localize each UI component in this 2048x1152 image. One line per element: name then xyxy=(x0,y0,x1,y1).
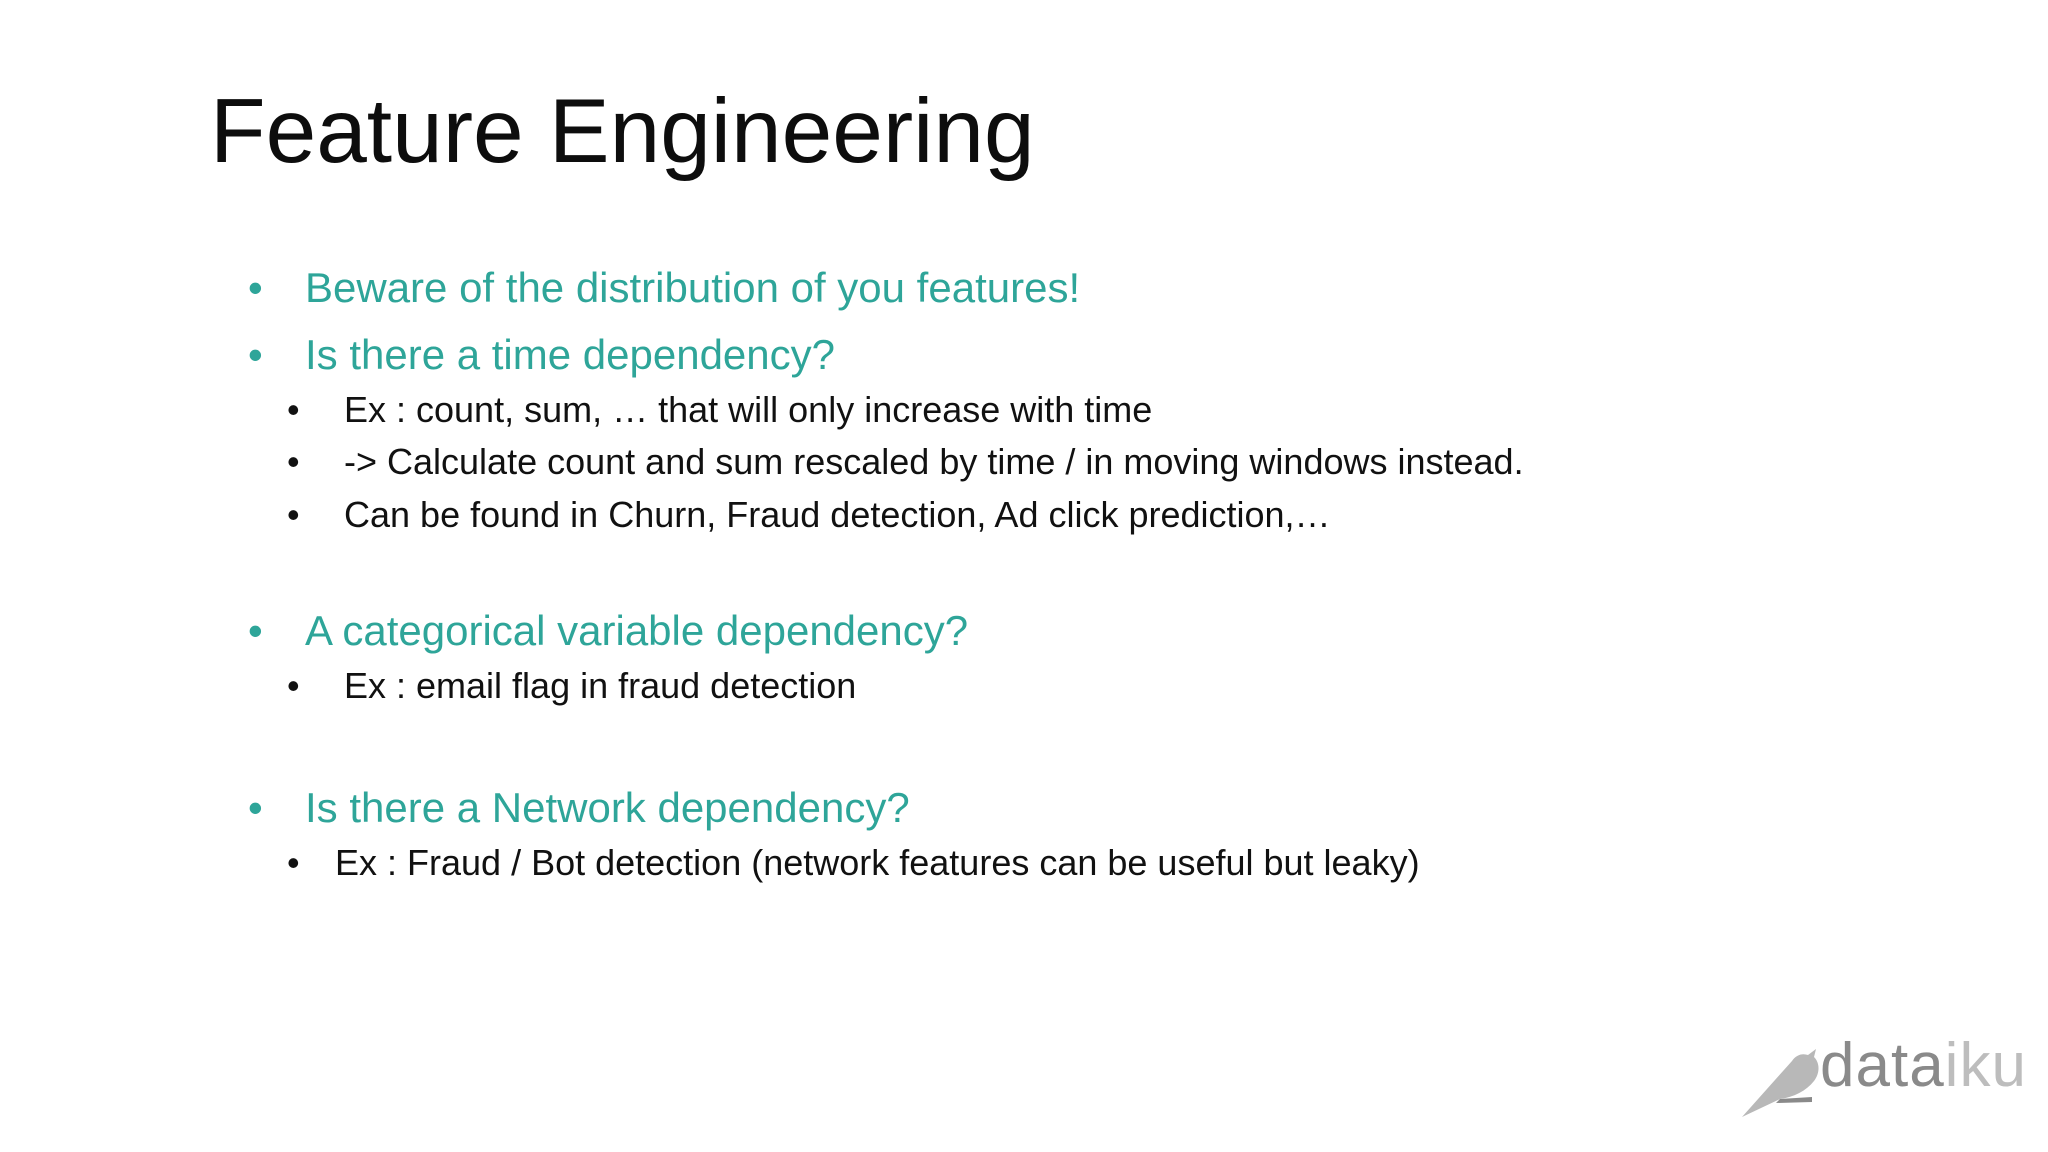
bullet-text: Can be found in Churn, Fraud detection, Ad click prediction,… xyxy=(344,494,1331,535)
bullet-marker: • xyxy=(248,784,263,831)
bullet-text: Ex : count, sum, … that will only increase with time xyxy=(344,389,1153,430)
slide-title: Feature Engineering xyxy=(210,81,1035,182)
bullet-marker: • xyxy=(287,494,300,535)
bullet-marker: • xyxy=(248,264,263,311)
bullet-text: Is there a Network dependency? xyxy=(305,784,910,831)
bullet-marker: • xyxy=(287,389,300,430)
bullet-marker: • xyxy=(287,665,300,706)
logo-text-data: data xyxy=(1820,1031,1945,1100)
bullet-text: A categorical variable dependency? xyxy=(305,607,969,654)
bullet-text: Ex : email flag in fraud detection xyxy=(344,665,857,706)
bullet-marker: • xyxy=(248,607,263,654)
logo-wordmark xyxy=(1820,1031,2027,1100)
bird-icon xyxy=(1740,1035,1830,1120)
bullet-marker: • xyxy=(248,331,263,378)
bullet-marker: • xyxy=(287,441,300,482)
bullet-text: -> Calculate count and sum rescaled by time / in moving windows instead. xyxy=(344,441,1524,482)
bullet-text: Ex : Fraud / Bot detection (network features can be useful but leaky) xyxy=(335,842,1420,883)
bullet-text: Is there a time dependency? xyxy=(305,331,836,378)
bullet-text: Beware of the distribution of you features! xyxy=(305,264,1081,311)
bullet-marker: • xyxy=(287,842,300,883)
dataiku-logo xyxy=(1740,1031,2027,1120)
logo-text-iku: iku xyxy=(1944,1031,2027,1100)
